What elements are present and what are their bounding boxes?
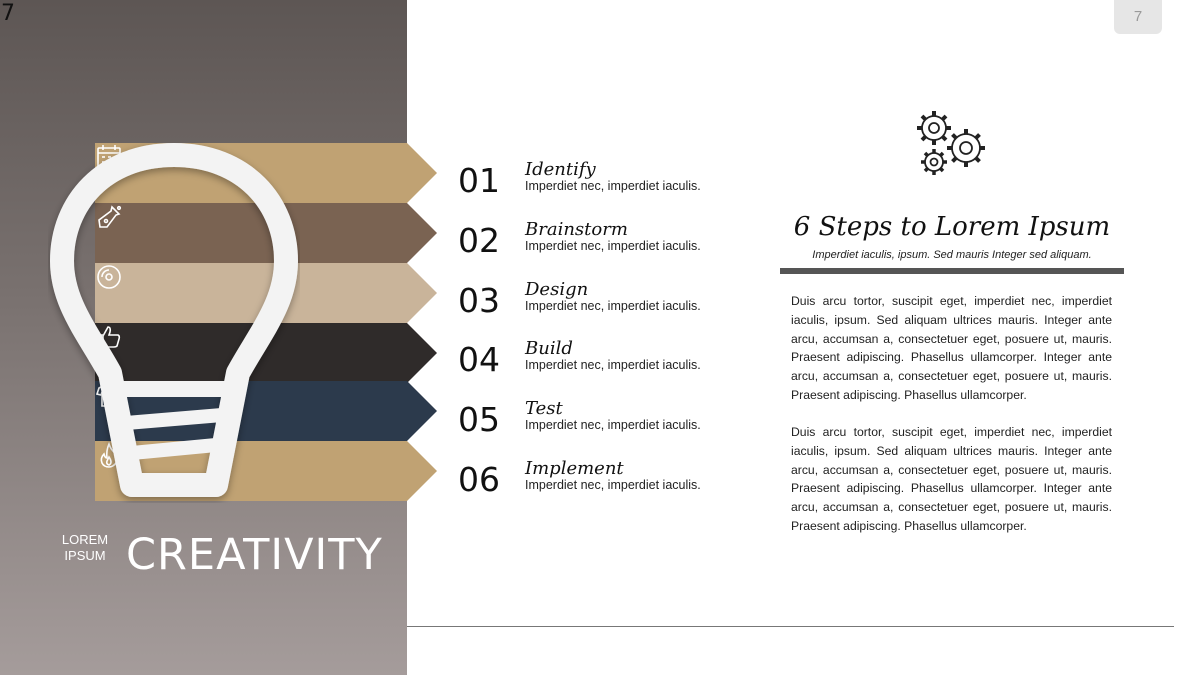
gears-icon: [913, 110, 991, 180]
body-paragraph-2: Duis arcu tortor, suscipit eget, imperdiet nec, imperdiet iaculis, ipsum. Sed aliquam ultrices mauris. Integer ante arcu, accumsan a, consectetuer eget, posuere ut, mauris. Praesent adipiscing. Phasellus ullamcorper. Integer ante arcu, accumsan a, consectetuer eget, posuere ut, mauris. Praesent adipiscing. Phasellus ullamcorper.: [791, 425, 1112, 533]
page-number-badge: 7: [1114, 0, 1162, 34]
step-title: Build: [525, 338, 573, 359]
step-number: 04: [458, 340, 500, 379]
step-title: Implement: [525, 458, 624, 479]
step-number: 02: [458, 221, 500, 260]
brand-line-1: LOREM: [61, 532, 109, 547]
brand-title: CREATIVITY: [126, 530, 383, 580]
step-description: Imperdiet nec, imperdiet iaculis.: [525, 418, 701, 432]
step-number: 06: [458, 460, 500, 499]
body-paragraph-1: Duis arcu tortor, suscipit eget, imperdiet nec, imperdiet iaculis, ipsum. Sed aliquam ultrices mauris. Integer ante arcu, accumsan a, consectetuer eget, posuere ut, mauris. Praesent adipiscing. Phasellus ullamcorper. Integer ante arcu, accumsan a, consectetuer eget, posuere ut, mauris. Praesent adipiscing. Phasellus ullamcorper.: [791, 294, 1112, 402]
step-title: Test: [525, 398, 563, 419]
section-subheading: Imperdiet iaculis, ipsum. Sed mauris Integer sed aliquam.: [812, 249, 1092, 261]
brand-line-2: IPSUM: [64, 548, 106, 563]
section-heading: 6 Steps to Lorem Ipsum: [793, 212, 1111, 242]
brand-subtitle: [58, 532, 112, 564]
step-title: Design: [525, 279, 589, 300]
step-title: Brainstorm: [525, 219, 628, 240]
step-description: Imperdiet nec, imperdiet iaculis.: [525, 358, 701, 372]
step-description: Imperdiet nec, imperdiet iaculis.: [525, 299, 701, 313]
heading-divider: [780, 268, 1124, 274]
step-number: 03: [458, 281, 500, 320]
step-description: Imperdiet nec, imperdiet iaculis.: [525, 478, 701, 492]
step-title: Identify: [525, 159, 596, 180]
step-description: Imperdiet nec, imperdiet iaculis.: [525, 179, 701, 193]
step-description: Imperdiet nec, imperdiet iaculis.: [525, 239, 701, 253]
footer-divider: [407, 626, 1174, 627]
step-number: 05: [458, 400, 500, 439]
corner-slide-number: 7: [1, 1, 15, 26]
step-number: 01: [458, 161, 500, 200]
lightbulb-icon: [48, 143, 300, 503]
